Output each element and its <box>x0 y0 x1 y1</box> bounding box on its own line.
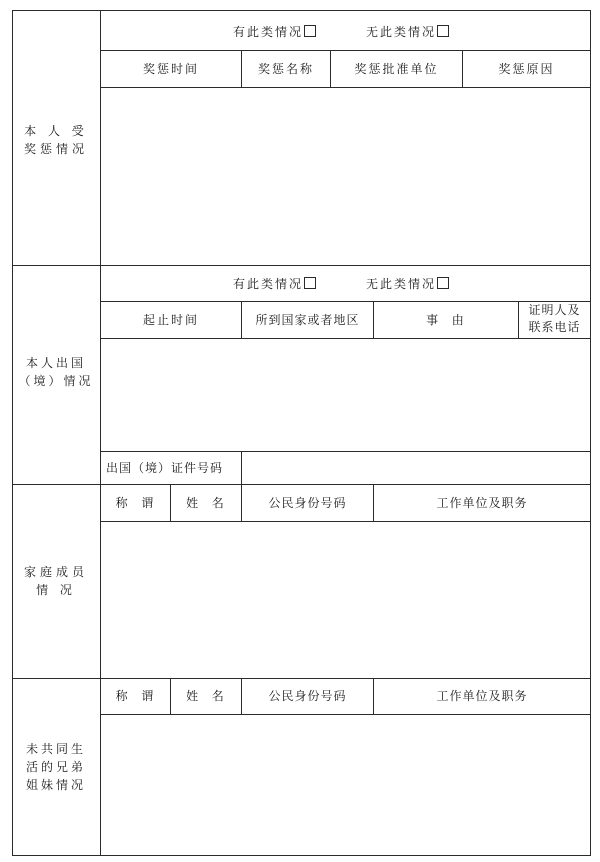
awards-section-label: 本 人 受 奖惩情况 <box>23 124 88 156</box>
siblings-col-name: 姓 名 <box>186 689 226 703</box>
abroad-has-checkbox[interactable] <box>304 277 316 289</box>
abroad-none-option[interactable] <box>366 276 449 292</box>
awards-col-approver: 奖惩批准单位 <box>354 62 439 76</box>
abroad-section-label: 本人出国 （境）情况 <box>18 356 94 388</box>
siblings-col-id-number: 公民身份号码 <box>268 689 347 703</box>
abroad-none-label: 无此类情况 <box>366 277 437 291</box>
siblings-col-relation: 称 谓 <box>115 689 156 703</box>
family-col-relation: 称 谓 <box>115 496 156 510</box>
awards-entry-area[interactable] <box>101 88 590 265</box>
border-bottom <box>12 855 591 856</box>
awards-col-name: 奖惩名称 <box>257 62 314 76</box>
section-divider <box>12 678 591 679</box>
border-top <box>12 10 591 11</box>
abroad-col-destination: 所到国家或者地区 <box>255 313 360 327</box>
family-section-label: 家庭成员 情 况 <box>23 565 88 597</box>
abroad-has-label: 有此类情况 <box>233 277 304 291</box>
abroad-col-reason: 事 由 <box>426 313 466 327</box>
awards-none-checkbox[interactable] <box>437 25 449 37</box>
family-col-id-number: 公民身份号码 <box>268 496 347 510</box>
border-left <box>12 10 13 856</box>
section-divider <box>12 265 591 266</box>
awards-header-line <box>100 50 591 51</box>
awards-col-reason: 奖惩原因 <box>498 62 555 76</box>
awards-has-label: 有此类情况 <box>233 25 304 39</box>
passport-number-label: 出国（境）证件号码 <box>106 461 224 475</box>
abroad-none-checkbox[interactable] <box>437 277 449 289</box>
awards-col-time: 奖惩时间 <box>142 62 199 76</box>
siblings-entry-area[interactable] <box>101 715 590 855</box>
siblings-section-label: 未共同生 活的兄弟 姐妹情况 <box>25 742 86 792</box>
abroad-has-option[interactable] <box>233 276 316 292</box>
abroad-col-witness: 证明人及 联系电话 <box>528 303 581 334</box>
family-col-employer: 工作单位及职务 <box>436 496 528 510</box>
awards-has-checkbox[interactable] <box>304 25 316 37</box>
family-entry-area[interactable] <box>101 522 590 678</box>
family-col-name: 姓 名 <box>186 496 226 510</box>
siblings-col-employer: 工作单位及职务 <box>436 689 528 703</box>
awards-none-option[interactable] <box>366 24 449 40</box>
awards-none-label: 无此类情况 <box>366 25 437 39</box>
passport-number-field[interactable] <box>242 452 590 484</box>
border-right <box>590 10 591 856</box>
abroad-col-period: 起止时间 <box>142 313 199 327</box>
awards-has-option[interactable] <box>233 24 316 40</box>
section-divider <box>12 484 591 485</box>
abroad-entry-area[interactable] <box>101 339 590 451</box>
